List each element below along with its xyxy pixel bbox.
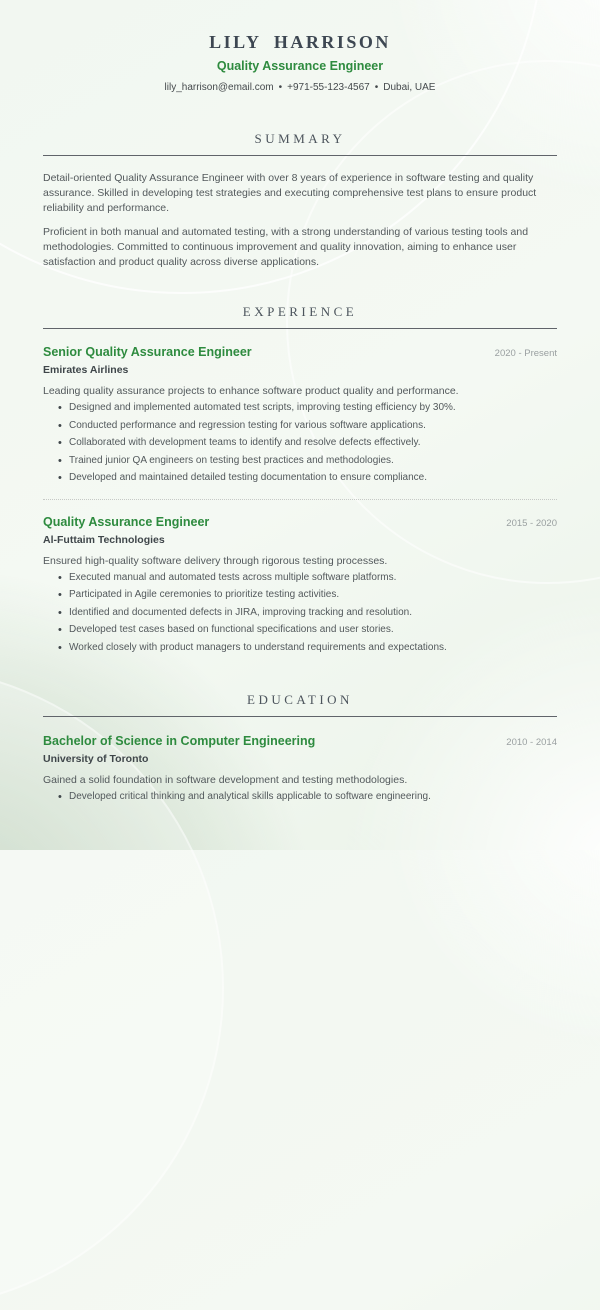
education-summary: Gained a solid foundation in software development and testing methodologies. [43, 774, 408, 786]
experience-entry [43, 345, 557, 485]
job-dates: 2015 - 2020 [506, 517, 557, 529]
degree-title: Bachelor of Science in Computer Engineering [43, 734, 316, 748]
contact-line [43, 81, 557, 94]
section-experience [43, 304, 557, 654]
job-bullet: • Identified and documented defects in JIRA, improving tracking and resolution. [69, 607, 557, 620]
contact-location: Dubai, UAE [383, 82, 436, 93]
job-bullet: • Developed test cases based on functional specifications and user stories. [69, 624, 557, 637]
candidate-name: LILY HARRISON [209, 32, 391, 52]
section-rule [43, 155, 557, 156]
job-bullet: • Conducted performance and regression testing for various software applications. [69, 420, 557, 433]
job-bullet: • Participated in Agile ceremonies to prioritize testing activities. [69, 589, 557, 602]
entry-title-row [43, 734, 557, 749]
education-bullet: • Developed critical thinking and analytical skills applicable to software engineering. [69, 791, 557, 804]
education-entry [43, 734, 557, 804]
section-rule [43, 328, 557, 329]
job-title: Quality Assurance Engineer [43, 514, 210, 529]
contact-separator: • [374, 82, 379, 93]
job-bullet: • Designed and implemented automated test scripts, improving testing efficiency by 30%. [69, 402, 557, 415]
job-bullet: • Executed manual and automated tests across multiple software platforms. [69, 572, 557, 585]
section-rule [43, 716, 557, 717]
job-title: Senior Quality Assurance Engineer [43, 345, 252, 359]
job-company: Emirates Airlines [43, 364, 129, 376]
summary-paragraph: Proficient in both manual and automated testing, with a strong understanding of various testing tools and methodologies. Committed to continuous improvement and quality innovation, aiming to enhance user satisfaction and product quality across diverse applications. [43, 226, 529, 268]
school-name: University of Toronto [43, 753, 149, 765]
education-heading: EDUCATION [247, 692, 353, 707]
entry-divider [43, 499, 557, 500]
job-company: Al-Futtaim Technologies [43, 533, 165, 546]
job-bullet: • Worked closely with product managers to understand requirements and expectations. [69, 642, 557, 655]
job-bullet-list [43, 402, 557, 485]
experience-heading: EXPERIENCE [242, 304, 358, 319]
section-summary [43, 131, 557, 270]
entry-title-row [43, 345, 557, 360]
degree-dates: 2010 - 2014 [506, 737, 557, 748]
job-bullet: • Trained junior QA engineers on testing best practices and methodologies. [69, 455, 557, 468]
entry-title-row [43, 515, 557, 530]
job-summary: Leading quality assurance projects to enhance software product quality and performance. [43, 385, 459, 397]
contact-separator: • [278, 82, 283, 93]
contact-phone: +971-55-123-4567 [287, 82, 370, 93]
job-bullet-list [43, 572, 557, 655]
job-bullet: • Collaborated with development teams to identify and resolve defects effectively. [69, 437, 557, 450]
summary-heading: SUMMARY [254, 131, 346, 146]
candidate-title: Quality Assurance Engineer [216, 59, 384, 73]
summary-paragraph: Detail-oriented Quality Assurance Engineer with over 8 years of experience in software testing and quality assurance. Skilled in developing test strategies and executing comprehensive test plans to ensure product reliability and performance. [43, 172, 537, 214]
job-summary: Ensured high-quality software delivery through rigorous testing processes. [43, 554, 388, 567]
job-dates: 2020 - Present [494, 348, 557, 359]
job-bullet: • Developed and maintained detailed testing documentation to ensure compliance. [69, 472, 557, 485]
contact-email: lily_harrison@email.com [164, 82, 274, 93]
resume-header [43, 32, 557, 94]
experience-entry [43, 515, 557, 655]
education-bullet-list [43, 791, 557, 804]
section-education [43, 692, 557, 804]
